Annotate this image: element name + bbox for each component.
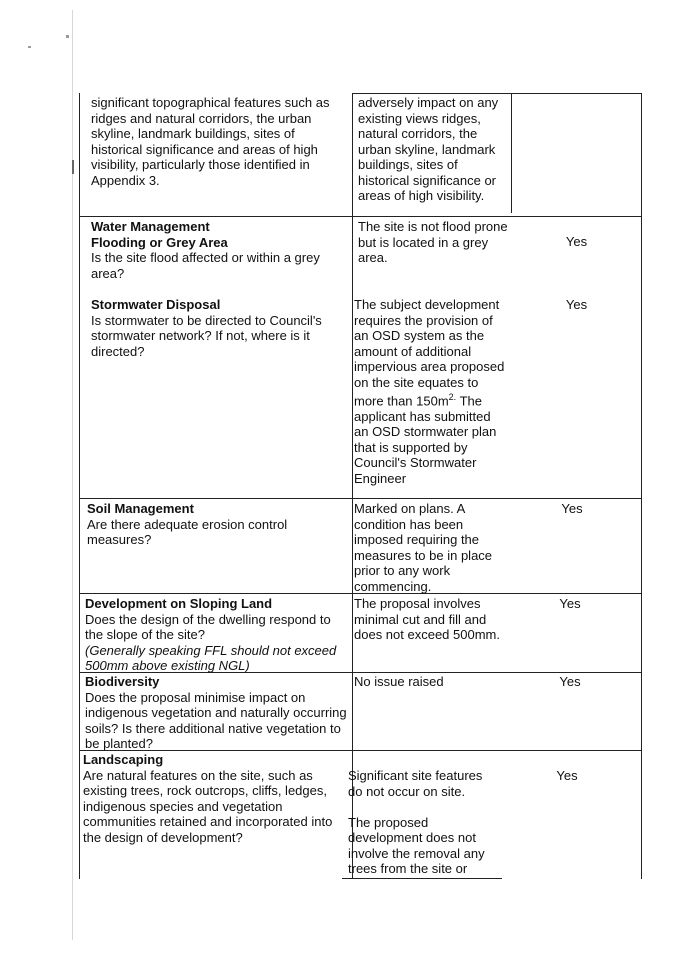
landscaping-comment (348, 768, 498, 877)
stormwater-question-text: Is stormwater to be directed to Council's stormwater network? If not, where is it directed? (91, 312, 322, 359)
sloping-question-text: Does the design of the dwelling respond to the slope of the site? (85, 611, 331, 642)
soil-answer-text: Yes (561, 501, 583, 516)
stormwater-question (91, 297, 349, 359)
biodiversity-question-text: Does the proposal minimise impact on indigenous vegetation and naturally occurring soils? Is there additional native vegetation to be planted? (85, 689, 347, 751)
soil-comment (354, 501, 508, 594)
stormwater-comment-before: The subject development requires the provision of an OSD system as the amount of additional impervious area proposed on the site equates to more than 150m (354, 297, 505, 409)
flooding-answer (512, 234, 641, 250)
soil-heading: Soil Management (87, 501, 194, 516)
sloping-note: (Generally speaking FFL should not exceed 500mm above existing NGL) (85, 642, 337, 673)
soil-comment-text: Marked on plans. A condition has been imposed requiring the measures to be in place prior to any work commencing. (354, 501, 493, 594)
stormwater-comment (354, 297, 508, 486)
landscaping-answer (505, 768, 629, 784)
stormwater-answer-text: Yes (565, 297, 588, 312)
sloping-answer-text: Yes (559, 596, 581, 611)
stormwater-comment-text (354, 297, 508, 486)
scan-mark (28, 46, 31, 48)
landscaping-comment-2: The proposed development does not involve the removal any trees from the site or (348, 814, 485, 876)
views-comment-text: adversely impact on any existing views ridges, natural corridors, the urban skyline, landmark buildings, sites of historical significance or areas of high visibility. (358, 95, 499, 203)
flooding-answer-text: Yes (565, 234, 588, 249)
biodiversity-comment-text: No issue raised (354, 674, 444, 689)
sloping-question (85, 596, 349, 674)
landscaping-answer-text: Yes (556, 768, 578, 783)
sloping-heading: Development on Sloping Land (85, 596, 273, 611)
landscaping-comment-spacer (348, 799, 498, 815)
column-divider-1 (352, 93, 353, 879)
biodiversity-heading: Biodiversity (85, 674, 160, 689)
biodiversity-answer-text: Yes (559, 674, 581, 689)
stormwater-answer (512, 297, 641, 313)
water-question (91, 219, 349, 281)
table-border-left (79, 93, 80, 879)
scan-mark (72, 160, 74, 174)
stormwater-heading: Stormwater Disposal (91, 297, 221, 312)
row-border-bottom (342, 878, 502, 879)
column-divider-2 (511, 93, 512, 213)
row-border-1 (79, 216, 642, 217)
sloping-answer (512, 596, 628, 612)
landscaping-comment-1: Significant site features do not occur on site. (348, 768, 483, 799)
flooding-comment-text: The site is not flood prone but is located in a grey area. (358, 219, 508, 265)
row-border-top (352, 93, 642, 94)
landscaping-heading: Landscaping (83, 752, 164, 767)
flooding-question: Is the site flood affected or within a grey area? (91, 250, 320, 281)
water-section-heading: Water Management (91, 219, 210, 234)
landscaping-question-text: Are natural features on the site, such as existing trees, rock outcrops, cliffs, ledges, indigenous species and vegetation communities retained and incorporated into the design of development? (83, 767, 333, 845)
sloping-comment-text: The proposal involves minimal cut and fill and does not exceed 500mm. (354, 596, 500, 642)
soil-answer (512, 501, 632, 517)
views-question (91, 95, 349, 188)
soil-question (87, 501, 349, 548)
row-border-2 (79, 498, 642, 499)
stormwater-comment-after: The applicant has submitted an OSD stormwater plan that is supported by Council's Stormwater Engineer (354, 393, 497, 486)
flooding-comment (358, 219, 508, 266)
views-comment (358, 95, 508, 204)
landscaping-question (83, 752, 345, 845)
table-border-right (641, 93, 642, 879)
biodiversity-answer (512, 674, 628, 690)
biodiversity-comment (354, 674, 508, 690)
scan-mark (66, 35, 69, 38)
area-superscript: 2. (448, 392, 457, 402)
flooding-heading: Flooding or Grey Area (91, 234, 228, 250)
scan-mark (72, 10, 73, 940)
views-question-text: significant topographical features such as ridges and natural corridors, the urban skyline, landmark buildings, sites of historical significance and areas of high visibility, particularly those identified in Appendix 3. (91, 95, 330, 188)
soil-question-text: Are there adequate erosion control measures? (87, 516, 288, 547)
sloping-comment (354, 596, 508, 643)
biodiversity-question (85, 674, 349, 752)
